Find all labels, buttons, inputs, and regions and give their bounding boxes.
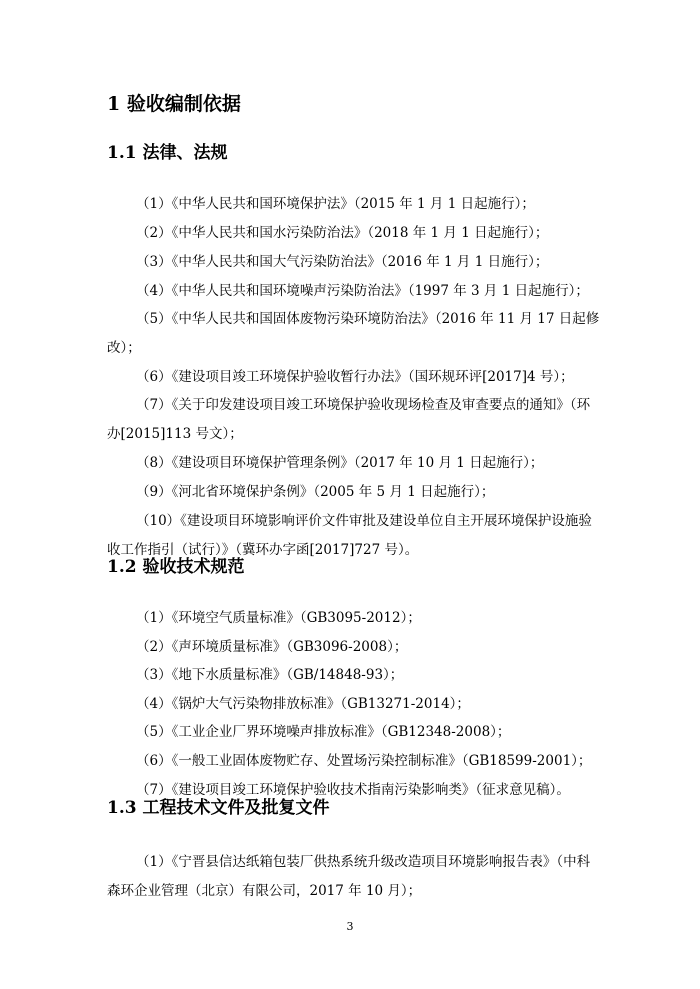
list-item: （7）《关于印发建设项目竣工环境保护验收现场检查及审查要点的通知》（环办[2015]113 号文）； <box>107 396 591 442</box>
section-title-laws: 1.1 法律、法规 <box>107 143 228 163</box>
heading-acceptance-basis: 1 验收编制依据 <box>107 93 241 115</box>
page-number: 3 <box>346 920 354 933</box>
list-item: （7）《建设项目竣工环境保护验收技术指南污染影响类》（征求意见稿）。 <box>136 781 570 798</box>
list-item: （4）《中华人民共和国环境噪声污染防治法》（1997 年 3 月 1 日起施行）； <box>136 282 589 299</box>
list-item: （8）《建设项目环境保护管理条例》（2017 年 10 月 1 日起施行）； <box>136 454 544 471</box>
list-item: （3）《中华人民共和国大气污染防治法》（2016 年 1 月 1 日施行）； <box>136 253 549 270</box>
list-item: （3）《地下水质量标准》（GB/14848-93）； <box>136 666 404 683</box>
list-item: （5）《中华人民共和国固体废物污染环境防治法》（2016 年 11 月 17 日起修改）； <box>107 310 600 356</box>
list-item: （10）《建设项目环境影响评价文件审批及建设单位自主开展环境保护设施验收工作指引（试行）》（冀环办字函[2017]727 号）。 <box>107 512 592 558</box>
list-item: （5）《工业企业厂界环境噪声排放标准》（GB12348-2008）； <box>136 723 511 740</box>
list-item: （4）《锅炉大气污染物排放标准》（GB13271-2014）； <box>136 695 470 712</box>
list-item: （1）《环境空气质量标准》（GB3095-2012）； <box>136 609 421 626</box>
list-item: （6）《建设项目竣工环境保护验收暂行办法》（国环规环评[2017]4 号）； <box>136 368 574 385</box>
section-title-technical-specs: 1.2 验收技术规范 <box>107 557 245 577</box>
list-item: （1）《中华人民共和国环境保护法》（2015 年 1 月 1 日起施行）； <box>136 195 535 212</box>
section-title-engineering-documents: 1.3 工程技术文件及批复文件 <box>107 798 330 818</box>
list-item: （2）《中华人民共和国水污染防治法》（2018 年 1 月 1 日起施行）； <box>136 224 549 241</box>
list-item: （6）《一般工业固体废物贮存、处置场污染控制标准》（GB18599-2001）； <box>136 752 592 769</box>
list-item: （1）《宁晋县信达纸箱包装厂供热系统升级改造项目环境影响报告表》（中科森环企业管理（北京）有限公司，2017 年 10 月）； <box>107 853 591 899</box>
list-item: （2）《声环境质量标准》（GB3096-2008）； <box>136 638 408 655</box>
list-item: （9）《河北省环境保护条例》（2005 年 5 月 1 日起施行）； <box>136 483 495 500</box>
